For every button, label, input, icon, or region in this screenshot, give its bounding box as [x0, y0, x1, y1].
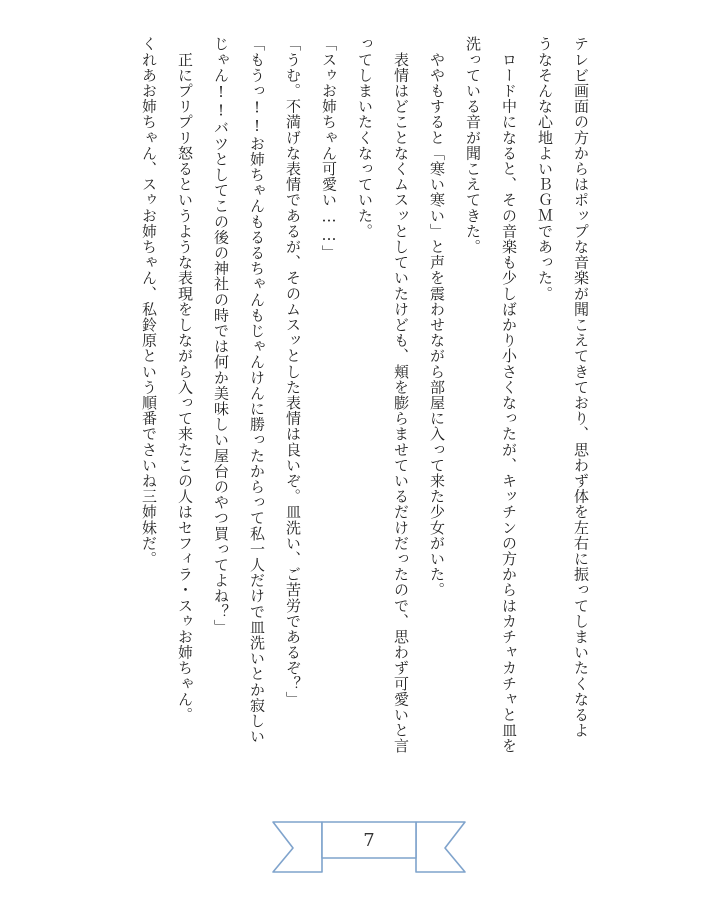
text-column-7: ってしまいたくなっていた。	[356, 36, 374, 239]
text-column-8: 「スゥお姉ちゃん可愛い……」	[320, 36, 338, 261]
text-column-13: くれあお姉ちゃん、スゥお姉ちゃん、私鈴原という順番でさいね三姉妹だ。	[140, 36, 158, 567]
ribbon-left-tail	[273, 822, 322, 872]
ribbon-right-tail	[416, 822, 465, 872]
text-column-4: 洗っている音が聞こえてきた。	[464, 36, 482, 255]
text-column-2: うなそんな心地よいＢＧＭであった。	[536, 36, 554, 302]
text-column-10: 「もうっ!!お姉ちゃんもるるちゃんもじゃんけんに勝ったからって私一人だけで皿洗いとか寂しい	[248, 36, 266, 744]
text-column-3: ロード中になると、その音楽も少しばかり小さくなったが、キッチンの方からはカチャカチャと皿を	[500, 36, 518, 754]
page-number: 7	[363, 829, 375, 851]
vertical-text-body	[123, 36, 593, 776]
text-column-6: 表情はどことなくムスッとしていたけども、頬を膨らませているだけだったので、思わず可愛いと言	[392, 36, 410, 754]
text-column-11: じゃん!!バツとしてこの後の神社の時では何か美味しい屋台のやつ買ってよね？」	[212, 36, 230, 635]
text-column-9: 「うむ。不満げな表情であるが、そのムスッとした表情は良いぞ。皿洗い、ご苦労であるぞ？」	[284, 36, 302, 707]
text-column-12: 正にプリプリ怒るというような表現をしながら入って来たこの人はセフィラ・スゥお姉ちゃん。	[176, 36, 194, 723]
text-column-1: テレビ画面の方からはポップな音楽が聞こえてきており、思わず体を左右に振ってしまいたくなるよ	[572, 36, 590, 738]
text-column-5: ややもすると「寒い寒い」と声を震わせながら部屋に入って来た少女がいた。	[428, 36, 446, 598]
